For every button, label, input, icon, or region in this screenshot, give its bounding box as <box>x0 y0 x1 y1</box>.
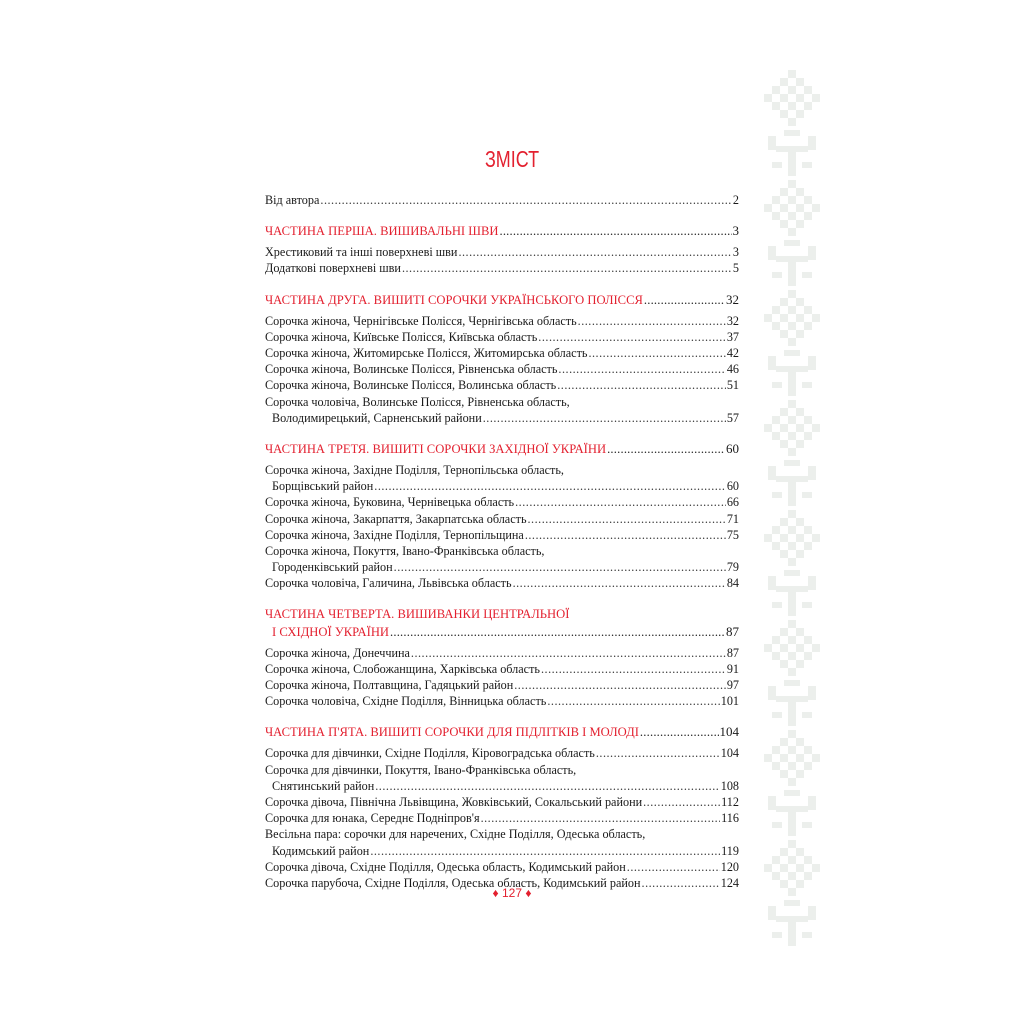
toc-entry-line[interactable]: Сорочка чоловіча, Волинське Полісся, Рівненська область, <box>265 394 570 409</box>
toc-entry-title: Городенківський район <box>272 560 393 575</box>
toc-entry[interactable] <box>265 559 739 575</box>
toc-entry-title: Сорочка жіноча, Житомирське Полісся, Житомирська область <box>265 346 588 361</box>
toc-entry-title: Сорочка жіноча, Чернігівське Полісся, Чернігівська область <box>265 313 577 328</box>
toc-entry[interactable] <box>265 511 739 527</box>
toc-entry-title: Снятинський район <box>272 778 375 793</box>
toc-entry[interactable] <box>265 693 739 709</box>
toc-entry-page: 5 <box>732 261 739 276</box>
toc-entry-page: 112 <box>721 795 739 810</box>
leader-dots <box>513 575 726 591</box>
embroidery-ornament <box>762 70 822 950</box>
toc-entry-page: 116 <box>721 811 739 826</box>
toc-part-heading[interactable] <box>265 723 739 741</box>
toc-part-heading-cont[interactable] <box>265 623 739 641</box>
toc-entry-line[interactable]: Сорочка жіноча, Західне Поділля, Тернопільська область, <box>265 463 564 478</box>
leader-dots <box>375 778 719 794</box>
toc-entry-title: Сорочка жіноча, Полтавщина, Гадяцький район <box>265 678 514 693</box>
leader-dots <box>481 810 721 826</box>
toc-entry-page: 75 <box>726 527 739 542</box>
leader-dots <box>402 260 732 276</box>
toc-entry-intro[interactable] <box>265 192 739 208</box>
toc-entry[interactable] <box>265 843 739 859</box>
leader-dots <box>644 292 725 309</box>
toc-entry-title: Кодимський район <box>272 843 370 858</box>
toc-entry-title: Сорочка чоловіча, Східне Поділля, Вінницька область <box>265 694 547 709</box>
toc-part-page: 32 <box>726 291 739 307</box>
toc-part-page: 104 <box>719 724 739 740</box>
toc-entry-page: 3 <box>732 245 739 260</box>
toc-entry-page: 124 <box>720 876 739 891</box>
toc-part-page: 87 <box>726 623 739 639</box>
toc-entry[interactable] <box>265 778 739 794</box>
leader-dots <box>627 859 720 875</box>
toc-entry[interactable] <box>265 810 739 826</box>
toc-entry-title: Сорочка дівоча, Північна Львівщина, Жовківський, Сокальський райони <box>265 795 643 810</box>
toc-entry[interactable] <box>265 478 739 494</box>
toc-entry-page: 97 <box>726 678 739 693</box>
leader-dots <box>515 494 726 510</box>
toc-entry[interactable] <box>265 329 739 345</box>
toc-part-page: 60 <box>726 441 739 457</box>
leader-dots <box>390 624 725 641</box>
toc-entry-page: 60 <box>726 479 739 494</box>
toc-entry-title: Сорочка жіноча, Донеччина <box>265 645 410 660</box>
toc-entry-page: 46 <box>726 362 739 377</box>
toc-part-heading[interactable] <box>265 222 739 240</box>
toc-entry[interactable] <box>265 313 739 329</box>
toc-entry-line[interactable]: Сорочка для дівчинки, Покуття, Івано-Франківська область, <box>265 762 577 777</box>
leader-dots <box>596 745 720 761</box>
toc-entry-page: 101 <box>720 694 739 709</box>
leader-dots <box>538 329 726 345</box>
leader-dots <box>411 645 726 661</box>
leader-dots <box>320 192 732 208</box>
leader-dots <box>374 478 726 494</box>
toc-entry-page: 79 <box>726 560 739 575</box>
leader-dots <box>578 313 726 329</box>
toc-part-heading[interactable] <box>265 440 739 458</box>
toc-entry-title: Сорочка парубоча, Східне Поділля, Одеська область, Кодимський район <box>265 876 641 891</box>
toc-entry[interactable] <box>265 575 739 591</box>
leader-dots <box>525 527 726 543</box>
toc-part-title: ЧАСТИНА ПЕРША. ВИШИВАЛЬНІ ШВИ <box>265 224 499 239</box>
leader-dots <box>557 377 726 393</box>
leader-dots <box>514 677 726 693</box>
toc-entry-page: 104 <box>720 746 739 761</box>
toc-entry-title: Сорочка для юнака, Середнє Подніпров'я <box>265 811 480 826</box>
toc-entry-line[interactable]: Весільна пара: сорочки для наречених, Східне Поділля, Одеська область, <box>265 827 646 842</box>
toc-entry-page: 42 <box>726 346 739 361</box>
leader-dots <box>458 244 731 260</box>
leader-dots <box>588 345 725 361</box>
toc-part-heading[interactable] <box>265 606 739 623</box>
toc-entry-title: Сорочка жіноча, Західне Поділля, Тернопільщина <box>265 527 524 542</box>
toc-part-heading[interactable] <box>265 291 739 309</box>
leader-dots <box>483 410 726 426</box>
toc-entry[interactable] <box>265 494 739 510</box>
toc-entry-title: Сорочка жіноча, Київське Полісся, Київська область <box>265 329 538 344</box>
toc-part-title-cont: І СХІДНОЇ УКРАЇНИ <box>272 624 390 639</box>
toc-part-page: 3 <box>732 223 739 239</box>
leader-dots <box>640 724 719 741</box>
toc-entry-title: Сорочка дівоча, Східне Поділля, Одеська область, Кодимський район <box>265 859 626 874</box>
toc-entry[interactable] <box>265 645 739 661</box>
toc-entry-page: 71 <box>726 511 739 526</box>
toc-entry-line[interactable]: Сорочка жіноча, Покуття, Івано-Франківська область, <box>265 544 545 559</box>
toc-part-title: ЧАСТИНА ЧЕТВЕРТА. ВИШИВАНКИ ЦЕНТРАЛЬНОЇ <box>265 606 570 621</box>
leader-dots <box>394 559 726 575</box>
toc-entry-page: 120 <box>720 859 739 874</box>
toc-entry-page: 66 <box>726 495 739 510</box>
toc-entry[interactable] <box>265 410 739 426</box>
toc-entry[interactable] <box>265 345 739 361</box>
toc-entry-title: Сорочка для дівчинки, Східне Поділля, Кіровоградська область <box>265 746 595 761</box>
toc-entry-page: 108 <box>720 778 739 793</box>
toc-entry-page: 87 <box>726 645 739 660</box>
toc-entry-page: 91 <box>726 661 739 676</box>
toc-entry[interactable] <box>265 260 739 276</box>
toc-entry-title: Сорочка чоловіча, Галичина, Львівська область <box>265 576 512 591</box>
leader-dots <box>643 794 720 810</box>
toc-entry[interactable] <box>265 661 739 677</box>
toc-entry[interactable] <box>265 527 739 543</box>
toc-entry-title: Хрестиковий та інші поверхневі шви <box>265 245 458 260</box>
page-footer <box>0 886 1024 900</box>
toc-part-title: ЧАСТИНА ТРЕТЯ. ВИШИТІ СОРОЧКИ ЗАХІДНОЇ УКРАЇНИ <box>265 442 607 457</box>
toc-entry-title: Сорочка жіноча, Буковина, Чернівецька область <box>265 495 515 510</box>
toc-entry-page: 84 <box>726 576 739 591</box>
toc-entry-title: Додаткові поверхневі шви <box>265 261 401 276</box>
toc-part-title: ЧАСТИНА П'ЯТА. ВИШИТІ СОРОЧКИ ДЛЯ ПІДЛІТКІВ І МОЛОДІ <box>265 725 639 740</box>
leader-dots <box>607 441 725 458</box>
toc-entry[interactable] <box>265 859 739 875</box>
toc-entry-title: Сорочка жіноча, Закарпаття, Закарпатська область <box>265 511 527 526</box>
toc-entry-page: 57 <box>726 410 739 425</box>
leader-dots <box>499 223 731 240</box>
diamond-icon: ♦ <box>525 886 532 900</box>
toc-entry-title: Борщівський район <box>272 479 374 494</box>
toc-entry[interactable] <box>265 745 739 761</box>
leader-dots <box>370 843 720 859</box>
toc-entry-page: 37 <box>726 329 739 344</box>
toc-entry[interactable] <box>265 244 739 260</box>
toc-part-title: ЧАСТИНА ДРУГА. ВИШИТІ СОРОЧКИ УКРАЇНСЬКОГО ПОЛІССЯ <box>265 292 643 307</box>
page-title: ЗМІСТ <box>484 146 540 172</box>
leader-dots <box>528 511 726 527</box>
leader-dots <box>541 661 726 677</box>
toc-entry-page: 2 <box>732 193 739 207</box>
toc-entry-page: 51 <box>726 378 739 393</box>
leader-dots <box>547 693 719 709</box>
toc-entry[interactable] <box>265 377 739 393</box>
toc-entry-title: Від автора <box>265 193 320 207</box>
toc-entry[interactable] <box>265 677 739 693</box>
toc-entry-title: Сорочка жіноча, Волинське Полісся, Волинська область <box>265 378 557 393</box>
leader-dots <box>558 361 725 377</box>
toc-entry[interactable] <box>265 361 739 377</box>
toc-entry[interactable] <box>265 794 739 810</box>
toc-entry-page: 119 <box>721 843 739 858</box>
toc-entry-title: Сорочка жіноча, Слобожанщина, Харківська область <box>265 661 540 676</box>
toc-entry-page: 32 <box>726 313 739 328</box>
page-number: 127 <box>501 886 523 900</box>
toc-entry-title: Володимирецький, Сарненський райони <box>272 410 482 425</box>
table-of-contents <box>265 192 739 891</box>
toc-entry-title: Сорочка жіноча, Волинське Полісся, Рівненська область <box>265 362 558 377</box>
diamond-icon: ♦ <box>492 886 499 900</box>
